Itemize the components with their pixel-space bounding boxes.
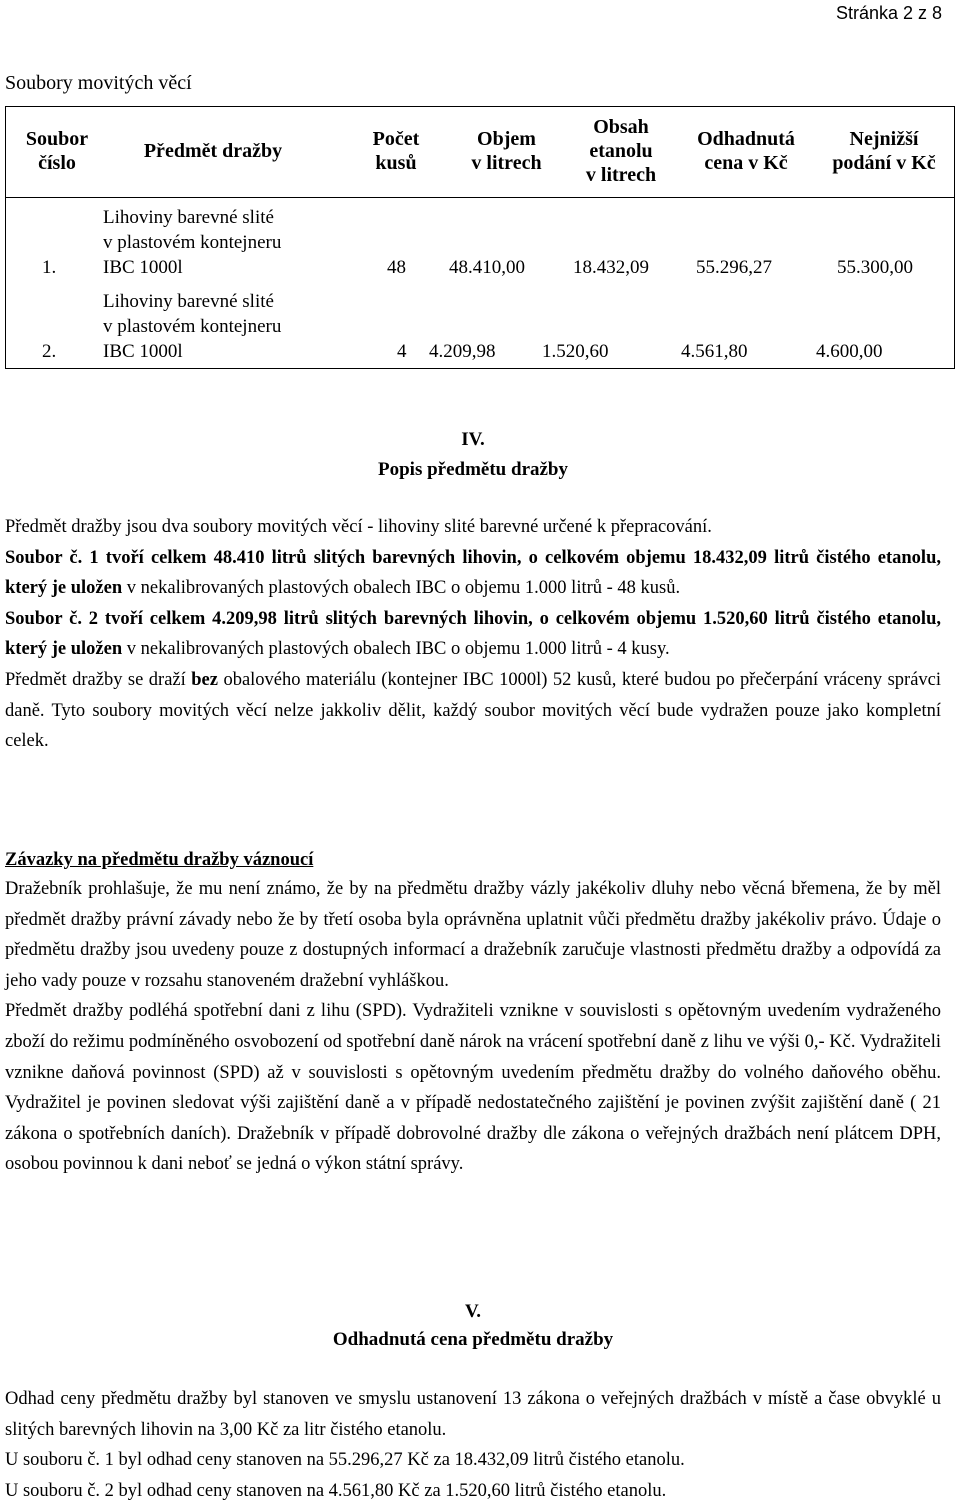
section-v-number: V. [464,1301,482,1322]
header-estimate: Odhadnutá cena v Kč [697,128,795,174]
paragraph: U souboru č. 1 byl odhad ceny stanoven na 55.296,27 Kč za 18.432,09 litrů čistého etanolu. [5,1450,685,1471]
row-count: 48 [387,257,406,278]
row-estimate: 55.296,27 [696,257,772,278]
page-number-label: Stránka 2 z 8 [835,3,942,23]
row-min-bid: 55.300,00 [837,257,913,278]
header-count: Počet kusů [372,128,420,174]
row-min-bid: 4.600,00 [816,341,883,362]
section-title: Soubory movitých věcí [5,72,192,94]
section-iv-body [5,512,941,757]
section-v-title: Odhadnutá cena předmětu dražby [332,1329,614,1350]
section-iv-number: IV. [461,429,485,450]
row-description: Lihoviny barevné slité v plastovém kontejneru IBC 1000l [103,207,282,278]
paragraph: U souboru č. 2 byl odhad ceny stanoven na 4.561,80 Kč za 1.520,60 litrů čistého etanolu. [5,1480,667,1501]
header-separator [6,197,954,198]
section-iv-title: Popis předmětu dražby [378,459,568,480]
header-subject: Předmět dražby [143,140,283,162]
paragraph: Dražebník prohlašuje, že mu není známo, že by na předmětu dražby vázly jakékoliv dluhy nebo věcná břemena, že by měl předmět dražby právní závady nebo že by třetí osoba byla oprávněna uplatnit vůči předmětu dražby jakékoliv právo. Údaje o předmětu dražby jsou uvedeny pouze z dostupných informací a dražebník zaručuje vlastnosti předmětu dražby a odpovídá za jeho vady pouze v rozsahu stanoveném dražební vyhláškou. [5,879,941,991]
header-file-number: Soubor číslo [25,128,89,174]
paragraph: Soubor č. 1 tvoří celkem 48.410 litrů slitých barevných lihovin, o celkovém objemu 18.432,09 litrů čistého etanolu, který je uložen v nekalibrovaných plastových obalech IBC o objemu 1.000 litrů - 48 kusů. [5,547,941,599]
row-number: 2. [42,341,57,362]
encumbrances-title: Závazky na předmětu dražby váznoucí [5,850,314,870]
row-volume: 4.209,98 [429,341,496,362]
row-count: 4 [397,341,407,362]
paragraph: Odhad ceny předmětu dražby byl stanoven ve smyslu ustanovení 13 zákona o veřejných dražbách v místě a čase obvyklé u slitých barevných lihovin na 3,00 Kč za litr čistého etanolu. [5,1389,941,1440]
row-volume: 48.410,00 [449,257,525,278]
header-min-bid: Nejnižší podání v Kč [832,128,936,174]
row-ethanol: 1.520,60 [542,341,609,362]
section-v-body [5,1384,941,1506]
row-ethanol: 18.432,09 [573,257,649,278]
items-table [5,106,955,369]
header-volume: Objem v litrech [471,128,542,174]
paragraph: Předmět dražby podléhá spotřební dani z lihu (SPD). Vydražiteli vznikne v souvislosti s opětovným uvedením vydraženého zboží do režimu podmíněného osvobození od spotřební daně nárok na vrácení spotřební daně z lihu ve výši 0,- Kč. Vydražiteli vznikne daňová povinnost (SPD) až v souvislosti s opětovným uvedením předmětu dražby do volného daňového oběhu. Vydražitel je povinen sledovat výši zajištění daně a v případě nedostatečného zajištění je povinen zvýšit zajištění daně ( 21 zákona o spotřebních daních). Dražebník v případě dobrovolné dražby dle zákona o veřejných dražbách není plátcem DPH, osobou povinnou k dani neboť se jedná o výkon státní správy. [5,1001,941,1175]
row-estimate: 4.561,80 [681,341,748,362]
row-number: 1. [42,257,57,278]
paragraph: Soubor č. 2 tvoří celkem 4.209,98 litrů slitých barevných lihovin, o celkovém objemu 1.520,60 litrů čistého etanolu, který je uložen v nekalibrovaných plastových obalech IBC o objemu 1.000 litrů - 4 kusy. [5,608,941,660]
row-description: Lihoviny barevné slité v plastovém kontejneru IBC 1000l [103,291,282,362]
header-ethanol: Obsah etanolu v litrech [585,116,657,186]
paragraph: Předmět dražby jsou dva soubory movitých věcí - lihoviny slité barevné určené k přepracování. [5,517,712,537]
paragraph: Předmět dražby se draží bez obalového materiálu (kontejner IBC 1000l) 52 kusů, které budou po přečerpání vráceny správci daně. Tyto soubory movitých věcí nelze jakkoliv dělit, každý soubor movitých věcí bude vydražen pouze jako kompletní celek. [5,669,942,752]
encumbrances-body [5,874,941,1180]
